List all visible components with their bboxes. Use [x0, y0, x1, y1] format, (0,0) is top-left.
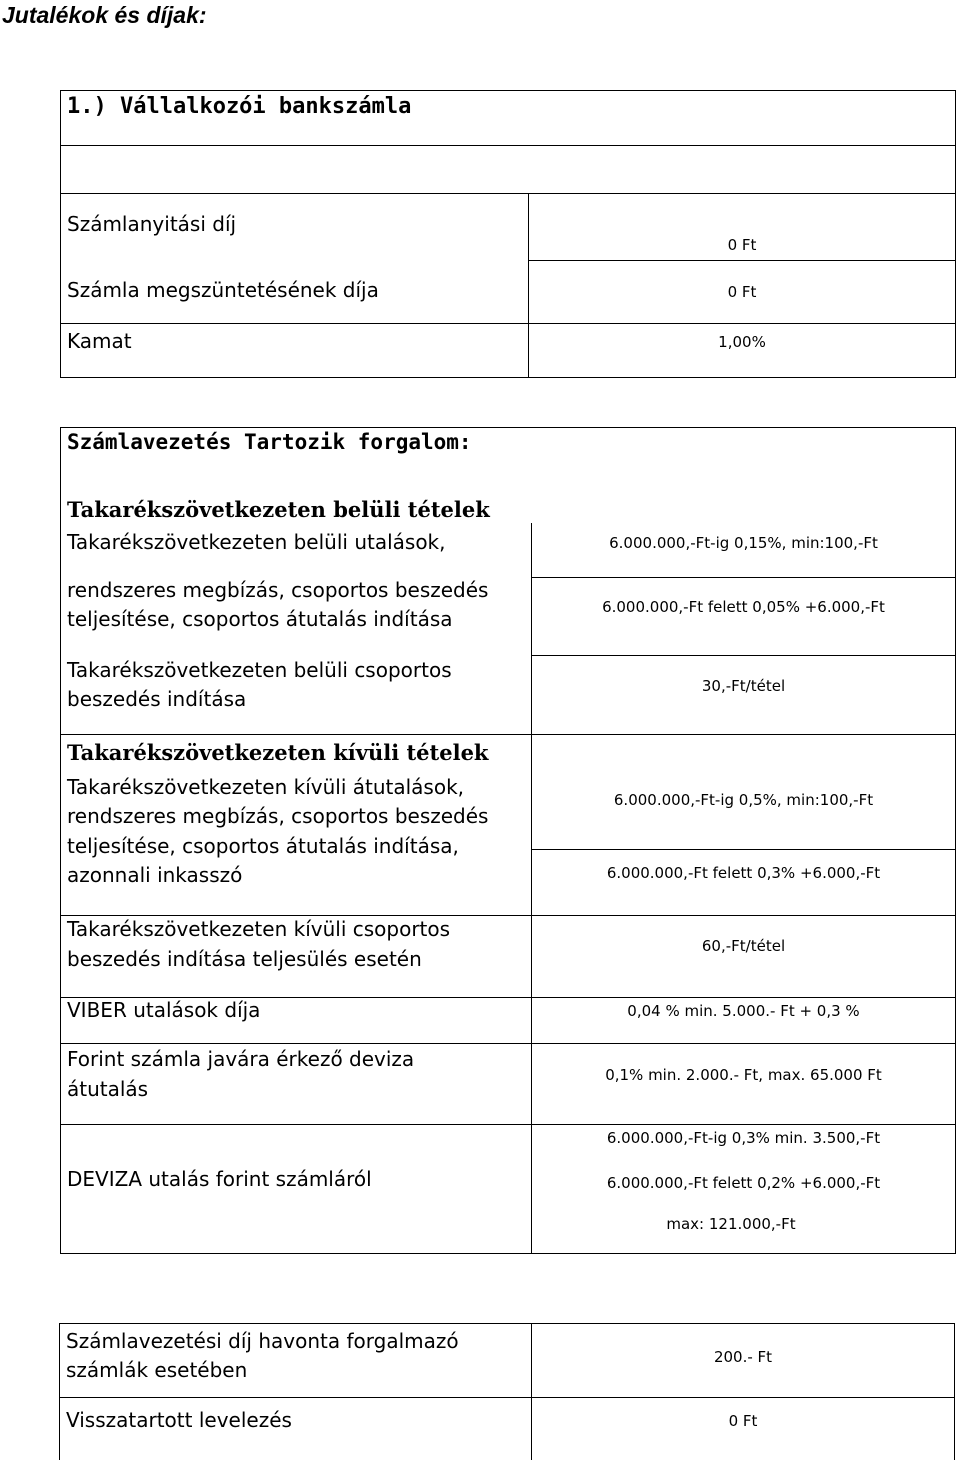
account-closing-fee-value: 0 Ft: [727, 283, 757, 301]
deviza-value-1: 6.000.000,-Ft-ig 0,3% min. 3.500,-Ft: [606, 1129, 881, 1147]
external-transfers-value-1: 6.000.000,-Ft-ig 0,5%, min:100,-Ft: [613, 791, 874, 809]
account-closing-fee-label: Számla megszüntetésének díja: [67, 278, 379, 302]
internal-transfers-value-2: 6.000.000,-Ft felett 0,05% +6.000,-Ft: [602, 598, 885, 616]
external-group-line-1: Takarékszövetkezeten kívüli csoportos: [67, 917, 451, 941]
external-transfers-line-4: azonnali inkasszó: [67, 863, 243, 887]
deviza-label: DEVIZA utalás forint számláról: [67, 1167, 372, 1191]
internal-items-heading: Takarékszövetkezeten belüli tételek: [67, 497, 490, 522]
external-transfers-line-3: teljesítése, csoportos átutalás indítása,: [67, 834, 459, 858]
page-title: Jutalékok és díjak:: [2, 2, 207, 28]
internal-transfers-line-1: Takarékszövetkezeten belüli utalások,: [67, 530, 446, 554]
interest-value: 1,00%: [718, 333, 766, 351]
viber-value: 0,04 % min. 5.000.- Ft + 0,3 %: [627, 1002, 860, 1020]
interest-label: Kamat: [67, 329, 132, 353]
retained-correspondence-value: 0 Ft: [728, 1412, 758, 1430]
section-title-bank-account: 1.) Vállalkozói bankszámla: [67, 94, 412, 119]
internal-group-value: 30,-Ft/tétel: [701, 677, 786, 695]
retained-correspondence-label: Visszatartott levelezés: [66, 1408, 292, 1432]
external-group-line-2: beszedés indítása teljesülés esetén: [67, 947, 422, 971]
account-opening-fee-value: 0 Ft: [727, 236, 757, 254]
external-transfers-value-2: 6.000.000,-Ft felett 0,3% +6.000,-Ft: [606, 864, 881, 882]
internal-transfers-line-3: teljesítése, csoportos átutalás indítása: [67, 607, 453, 631]
deviza-value-2: 6.000.000,-Ft felett 0,2% +6.000,-Ft: [606, 1174, 881, 1192]
monthly-fee-line-1: Számlavezetési díj havonta forgalmazó: [66, 1329, 459, 1353]
internal-group-line-2: beszedés indítása: [67, 687, 247, 711]
forint-deviza-line-1: Forint számla javára érkező deviza: [67, 1047, 415, 1071]
external-transfers-line-1: Takarékszövetkezeten kívüli átutalások,: [67, 775, 465, 799]
external-transfers-line-2: rendszeres megbízás, csoportos beszedés: [67, 804, 489, 828]
forint-deviza-value: 0,1% min. 2.000.- Ft, max. 65.000 Ft: [605, 1066, 882, 1084]
internal-transfers-line-2: rendszeres megbízás, csoportos beszedés: [67, 578, 489, 602]
forint-deviza-line-2: átutalás: [67, 1077, 149, 1101]
external-items-heading: Takarékszövetkezeten kívüli tételek: [67, 740, 489, 765]
monthly-fee-line-2: számlák esetében: [66, 1358, 248, 1382]
viber-label: VIBER utalások díja: [67, 998, 261, 1022]
section-title-debit-turnover: Számlavezetés Tartozik forgalom:: [67, 430, 472, 454]
external-group-value: 60,-Ft/tétel: [701, 937, 786, 955]
account-opening-fee-label: Számlanyitási díj: [67, 212, 237, 236]
deviza-value-3: max: 121.000,-Ft: [666, 1215, 796, 1233]
internal-transfers-value-1: 6.000.000,-Ft-ig 0,15%, min:100,-Ft: [609, 534, 878, 552]
monthly-fee-value: 200.- Ft: [713, 1348, 773, 1366]
internal-group-line-1: Takarékszövetkezeten belüli csoportos: [67, 658, 452, 682]
